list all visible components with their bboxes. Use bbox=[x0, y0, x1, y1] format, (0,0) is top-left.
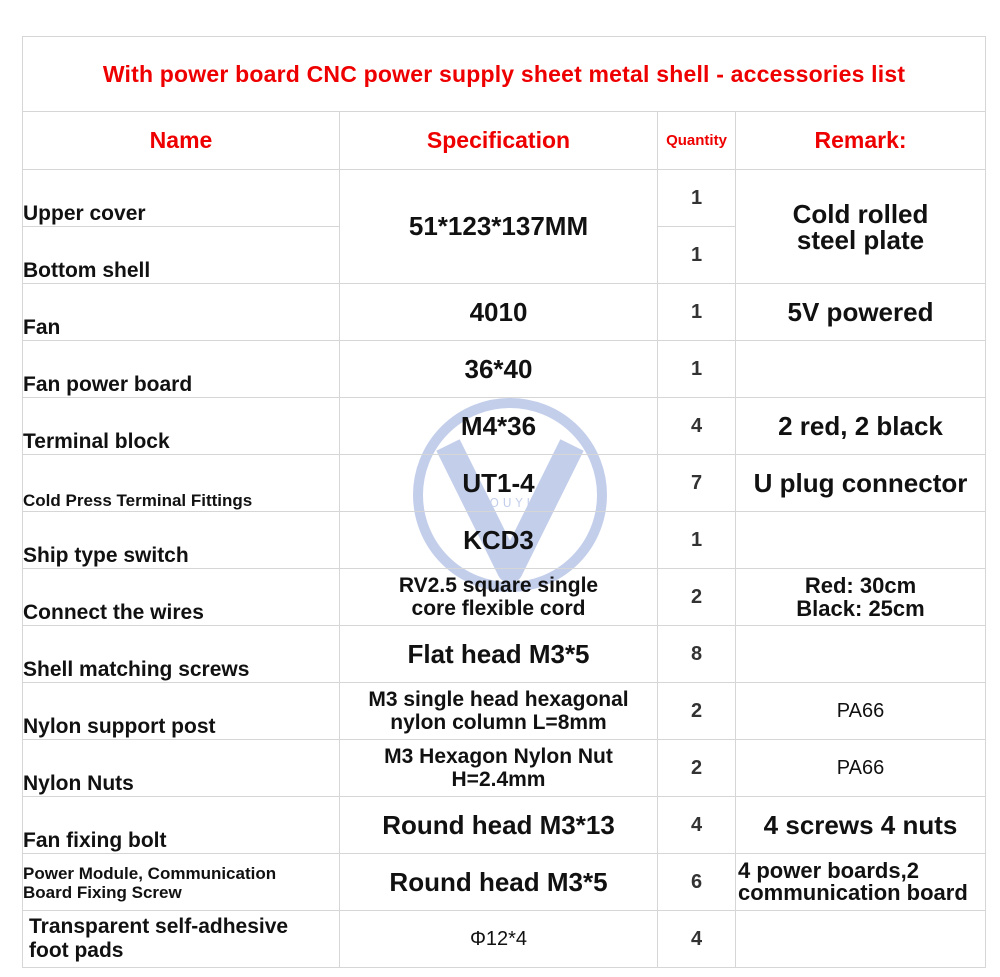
row-remark: 2 red, 2 black bbox=[736, 398, 986, 455]
header-specification: Specification bbox=[340, 112, 658, 170]
row-spec: Round head M3*5 bbox=[340, 854, 658, 911]
name-line: Transparent self-adhesive bbox=[29, 915, 289, 938]
row-name: Nylon support post bbox=[23, 683, 340, 740]
row-name: Nylon Nuts bbox=[23, 740, 340, 797]
table-title: With power board CNC power supply sheet metal shell - accessories list bbox=[23, 37, 986, 112]
row-qty: 1 bbox=[658, 284, 736, 341]
table-row bbox=[23, 683, 986, 740]
row-name bbox=[23, 854, 340, 911]
spec-line: H=2.4mm bbox=[451, 768, 546, 791]
row-remark bbox=[736, 170, 986, 284]
row-qty: 2 bbox=[658, 740, 736, 797]
spec-line: nylon column L=8mm bbox=[390, 711, 607, 734]
row-name: Ship type switch bbox=[23, 512, 340, 569]
row-spec bbox=[340, 569, 658, 626]
spec-line: core flexible cord bbox=[411, 597, 586, 620]
row-name: Fan power board bbox=[23, 341, 340, 398]
row-remark: PA66 bbox=[736, 740, 986, 797]
remark-line: Red: 30cm bbox=[804, 573, 917, 598]
row-spec: Round head M3*13 bbox=[340, 797, 658, 854]
remark-line: 4 power boards,2 bbox=[738, 858, 919, 883]
row-name: Bottom shell bbox=[23, 227, 340, 284]
row-name: Fan bbox=[23, 284, 340, 341]
row-qty: 7 bbox=[658, 455, 736, 512]
row-name bbox=[23, 911, 340, 968]
row-remark bbox=[736, 911, 986, 968]
row-remark bbox=[736, 626, 986, 683]
row-name: Upper cover bbox=[23, 170, 340, 227]
row-qty: 2 bbox=[658, 683, 736, 740]
remark-line: communication board bbox=[738, 880, 968, 905]
row-qty: 4 bbox=[658, 797, 736, 854]
row-spec: KCD3 bbox=[340, 512, 658, 569]
row-remark: 5V powered bbox=[736, 284, 986, 341]
row-qty: 8 bbox=[658, 626, 736, 683]
row-spec: 36*40 bbox=[340, 341, 658, 398]
table-row bbox=[23, 284, 986, 341]
remark-line: Cold rolled bbox=[792, 198, 929, 229]
row-qty: 4 bbox=[658, 911, 736, 968]
accessories-table bbox=[22, 36, 986, 968]
row-remark bbox=[736, 341, 986, 398]
row-remark bbox=[736, 569, 986, 626]
row-spec: 4010 bbox=[340, 284, 658, 341]
row-spec: Φ12*4 bbox=[340, 911, 658, 968]
table-row bbox=[23, 626, 986, 683]
row-qty: 6 bbox=[658, 854, 736, 911]
table-row bbox=[23, 455, 986, 512]
name-line: foot pads bbox=[29, 939, 124, 962]
name-line: Power Module, Communication bbox=[23, 864, 277, 883]
table-row bbox=[23, 398, 986, 455]
row-name: Connect the wires bbox=[23, 569, 340, 626]
header-name: Name bbox=[23, 112, 340, 170]
table-row bbox=[23, 341, 986, 398]
row-remark: 4 screws 4 nuts bbox=[736, 797, 986, 854]
row-qty: 1 bbox=[658, 512, 736, 569]
row-spec: Flat head M3*5 bbox=[340, 626, 658, 683]
row-name: Fan fixing bolt bbox=[23, 797, 340, 854]
table-row bbox=[23, 170, 986, 227]
row-spec bbox=[340, 683, 658, 740]
header-quantity: Quantity bbox=[658, 112, 736, 170]
table-row bbox=[23, 797, 986, 854]
row-remark bbox=[736, 512, 986, 569]
row-qty: 1 bbox=[658, 341, 736, 398]
row-remark: PA66 bbox=[736, 683, 986, 740]
row-name: Cold Press Terminal Fittings bbox=[23, 455, 340, 512]
row-qty: 1 bbox=[658, 170, 736, 227]
row-qty: 1 bbox=[658, 227, 736, 284]
row-spec bbox=[340, 740, 658, 797]
table-row bbox=[23, 911, 986, 968]
remark-line: steel plate bbox=[796, 224, 925, 255]
table-row bbox=[23, 740, 986, 797]
row-remark bbox=[736, 854, 986, 911]
name-line: Board Fixing Screw bbox=[23, 883, 182, 902]
remark-line: Black: 25cm bbox=[796, 596, 925, 621]
row-spec: UT1-4 bbox=[340, 455, 658, 512]
table-row bbox=[23, 569, 986, 626]
spec-line: RV2.5 square single bbox=[398, 574, 599, 597]
header-remark: Remark: bbox=[736, 112, 986, 170]
spec-line: M3 Hexagon Nylon Nut bbox=[384, 745, 613, 768]
row-qty: 4 bbox=[658, 398, 736, 455]
table-row bbox=[23, 512, 986, 569]
row-name: Shell matching screws bbox=[23, 626, 340, 683]
table-row bbox=[23, 854, 986, 911]
watermark-text: U O U Y I D bbox=[476, 496, 544, 510]
row-qty: 2 bbox=[658, 569, 736, 626]
row-spec: 51*123*137MM bbox=[340, 170, 658, 284]
row-remark: U plug connector bbox=[736, 455, 986, 512]
spec-line: M3 single head hexagonal bbox=[368, 688, 629, 711]
row-name: Terminal block bbox=[23, 398, 340, 455]
row-spec: M4*36 bbox=[340, 398, 658, 455]
